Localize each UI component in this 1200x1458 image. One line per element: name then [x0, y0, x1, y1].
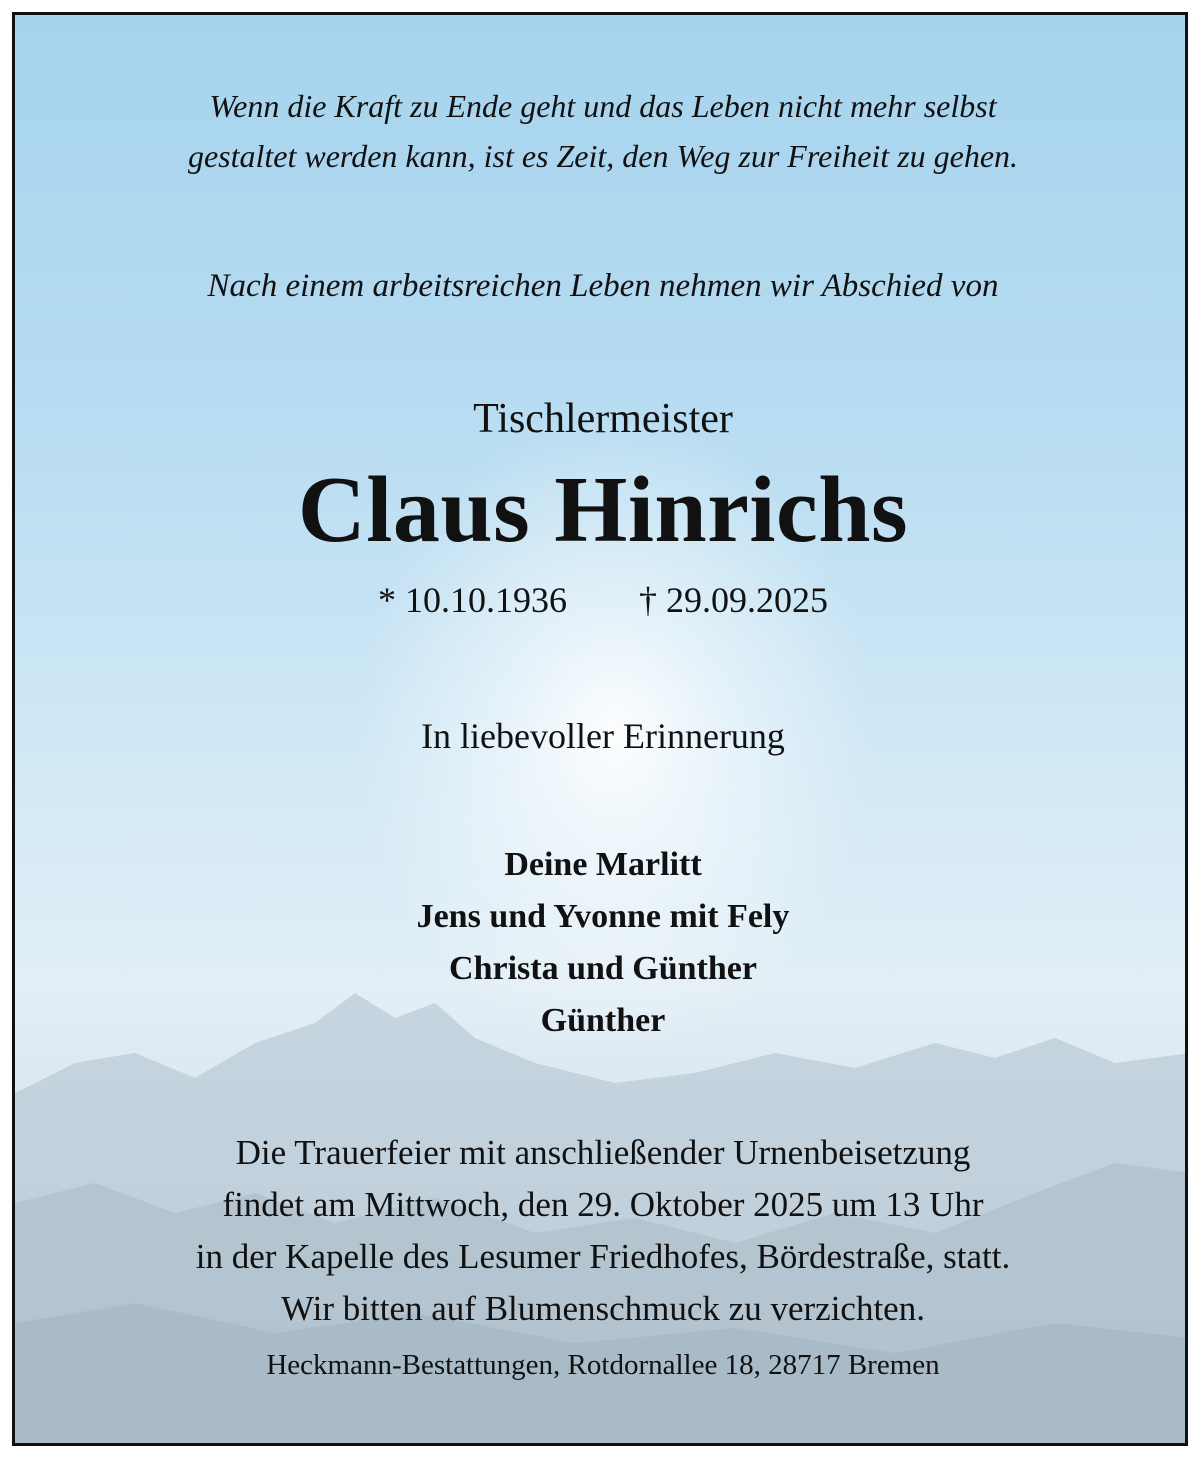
obituary-frame	[12, 12, 1188, 1446]
service-line: Wir bitten auf Blumenschmuck zu verzichten.	[281, 1289, 925, 1328]
mourner-name: Christa und Günther	[449, 950, 757, 987]
mourner-name: Jens und Yvonne mit Fely	[416, 898, 790, 935]
service-line: findet am Mittwoch, den 29. Oktober 2025 um 13 Uhr	[222, 1185, 984, 1224]
life-dates	[15, 575, 1188, 625]
birth-date: * 10.10.1936	[378, 580, 567, 620]
service-line: Die Trauerfeier mit anschließender Urnenbeisetzung	[235, 1133, 971, 1172]
mourner-name: Günther	[540, 1002, 666, 1039]
motto-line: Wenn die Kraft zu Ende geht und das Leben nicht mehr selbst	[209, 88, 997, 124]
deceased-title: Tischlermeister	[473, 396, 733, 442]
service-line: in der Kapelle des Lesumer Friedhofes, Bördestraße, statt.	[195, 1237, 1011, 1276]
motto-line: gestaltet werden kann, ist es Zeit, den Weg zur Freiheit zu gehen.	[187, 138, 1019, 174]
obituary-content	[15, 15, 1188, 1446]
memory-line: In liebevoller Erinnerung	[421, 716, 785, 756]
mourner-name: Deine Marlitt	[504, 846, 702, 883]
undertaker-address: Heckmann-Bestattungen, Rotdornallee 18, 28717 Bremen	[266, 1349, 940, 1381]
death-date: † 29.09.2025	[639, 580, 828, 620]
motto-quote	[15, 81, 1188, 181]
farewell-intro: Nach einem arbeitsreichen Leben nehmen wir Abschied von	[207, 268, 999, 304]
funeral-service-info	[15, 1127, 1188, 1335]
deceased-name: Claus Hinrichs	[297, 458, 909, 562]
mourners-list	[15, 839, 1188, 1047]
